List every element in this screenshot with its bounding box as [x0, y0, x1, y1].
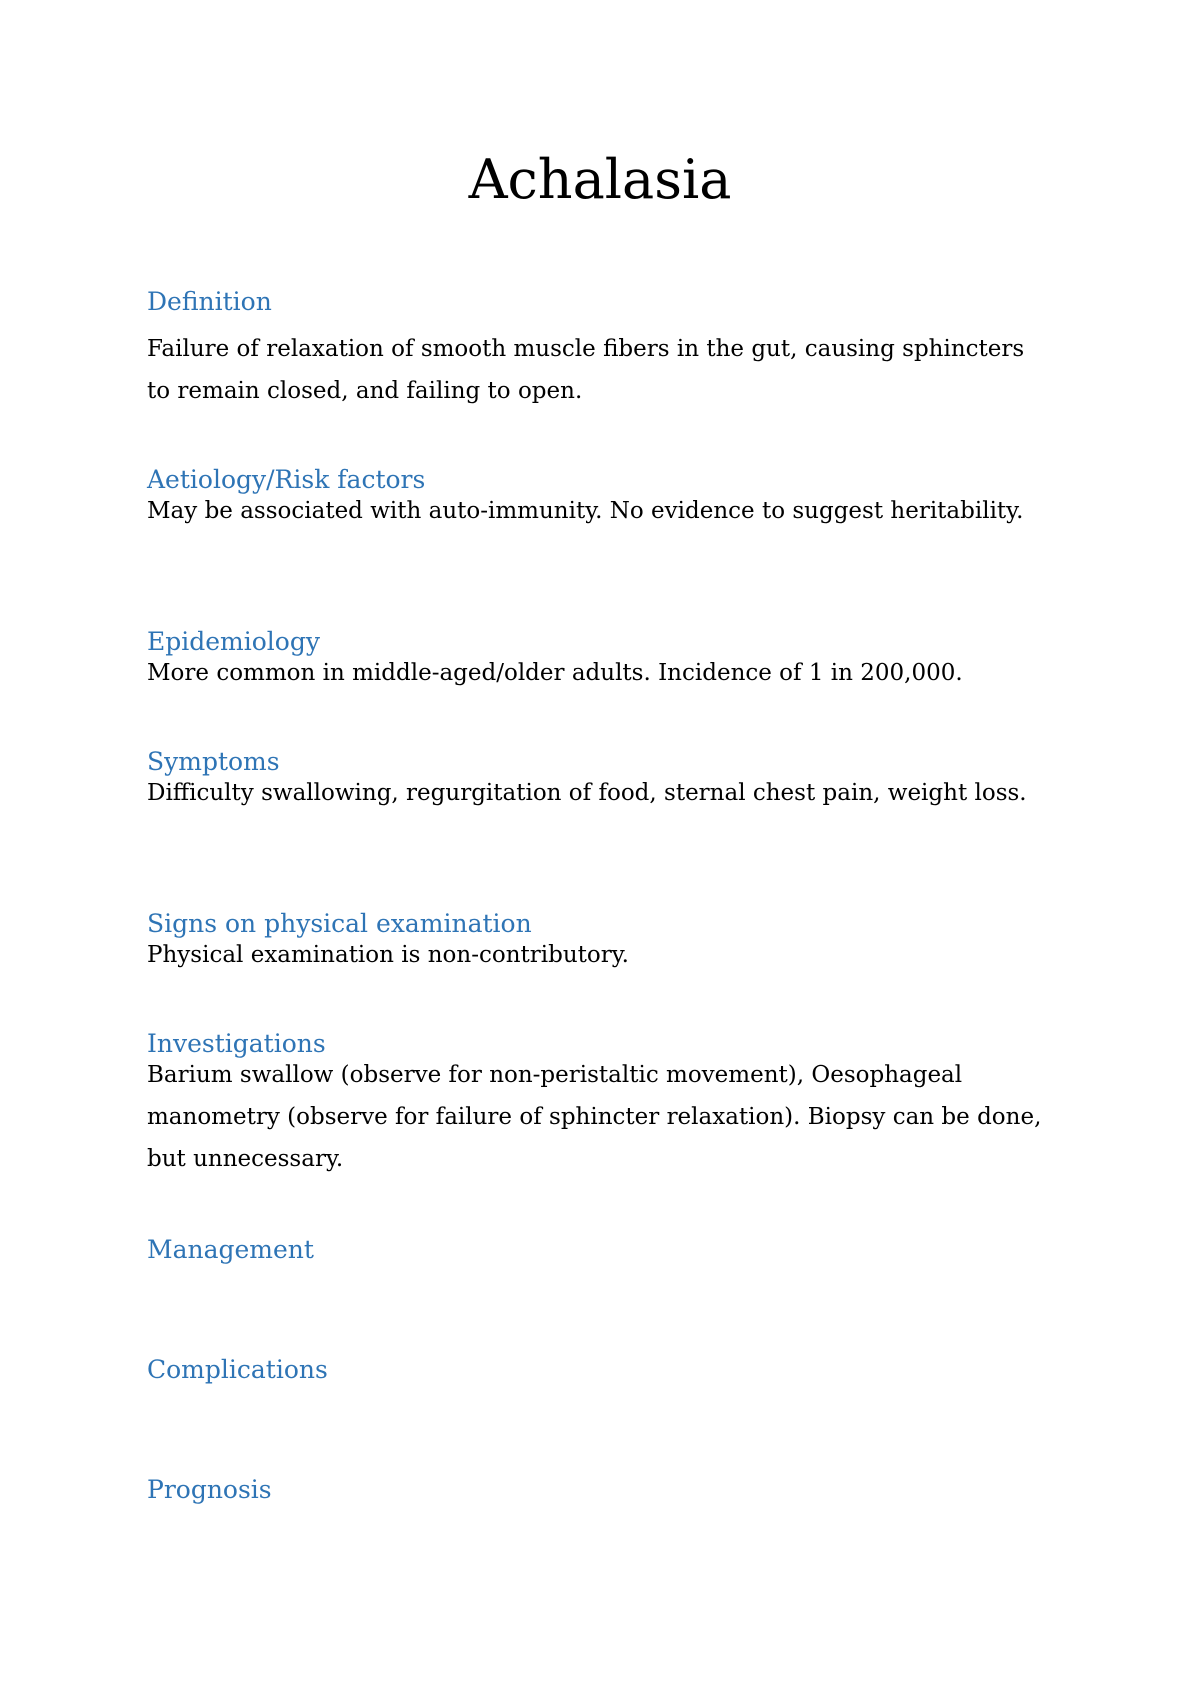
section-heading: Epidemiology [147, 627, 320, 656]
section-management [147, 1234, 1047, 1266]
section-body: May be associated with auto-immunity. No evidence to suggest heritability. [147, 498, 1024, 524]
section-aetiology [147, 464, 1047, 532]
document-title: Achalasia [468, 148, 732, 211]
section-body: Barium swallow (observe for non-peristaltic movement), Oesophageal manometry (observe for failure of sphincter relaxation). Biopsy can be done, but unnecessary. [147, 1062, 1042, 1172]
section-symptoms [147, 746, 1047, 814]
section-body: Physical examination is non-contributory. [147, 942, 629, 968]
section-heading: Signs on physical examination [147, 909, 532, 938]
section-heading: Aetiology/Risk factors [147, 465, 426, 494]
section-investigations [147, 1028, 1047, 1180]
section-heading: Symptoms [147, 747, 280, 776]
section-heading: Complications [147, 1355, 328, 1384]
section-heading: Definition [147, 287, 272, 316]
section-epidemiology [147, 626, 1047, 694]
section-signs [147, 908, 1047, 976]
section-definition [147, 286, 1047, 412]
section-body: Failure of relaxation of smooth muscle fibers in the gut, causing sphincters to remain closed, and failing to open. [147, 336, 1025, 404]
section-heading: Prognosis [147, 1475, 272, 1504]
section-complications [147, 1354, 1047, 1386]
section-prognosis [147, 1474, 1047, 1506]
section-body: Difficulty swallowing, regurgitation of food, sternal chest pain, weight loss. [147, 780, 1027, 806]
section-heading: Management [147, 1235, 314, 1264]
section-body: More common in middle-aged/older adults. Incidence of 1 in 200,000. [147, 660, 963, 686]
section-heading: Investigations [147, 1029, 326, 1058]
